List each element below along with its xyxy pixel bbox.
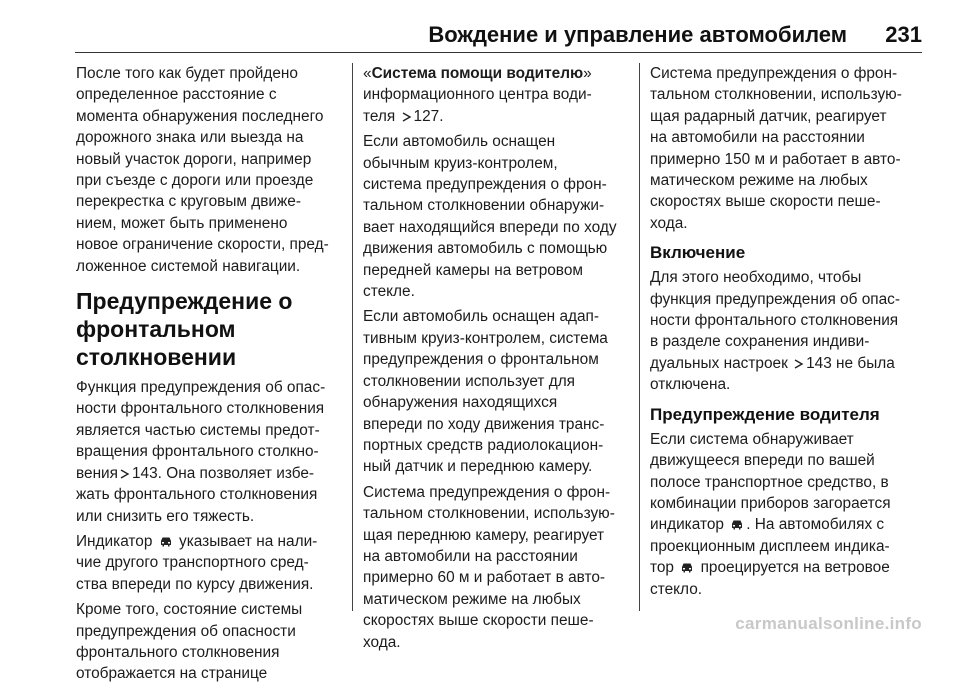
text-line: Кроме того, состояние системы [76, 601, 303, 619]
text-line: дорожного знака или выезда на [76, 129, 304, 147]
text-line: на автомобили на расстоянии [650, 129, 865, 147]
paragraph [650, 429, 915, 600]
text-line: система предупреждения о фрон- [363, 176, 607, 194]
text-line: ности фронтального столкновения [76, 400, 325, 418]
text-line: перекрестка с круговым движе- [76, 193, 301, 211]
text-line: обычным круиз-контролем, [363, 154, 558, 172]
column-divider [639, 63, 640, 611]
text-line: момента обнаружения последнего [76, 107, 324, 125]
text-line: вения 143. Она позволяет избе- [76, 464, 315, 482]
text-line: щая переднюю камеру, реагирует [363, 526, 605, 544]
text-line: Функция предупреждения об опас- [76, 379, 326, 397]
text-line: вает находящийся впереди по ходу [363, 218, 617, 236]
text-line: После того как будет пройдено [76, 65, 298, 82]
heading-line: фронтальном [76, 316, 236, 343]
text-line: отображается на странице [76, 665, 268, 683]
text-line: информационного центра води- [363, 86, 592, 104]
text-line: «Система помощи водителю» [363, 65, 592, 82]
text-line: матическом режиме на любых [363, 590, 581, 608]
text-line: обнаружения находящихся [363, 394, 558, 412]
text-line: в разделе сохранения индиви- [650, 333, 870, 351]
paragraph [650, 63, 915, 234]
paragraph [76, 377, 341, 527]
header-rule [75, 52, 922, 53]
subsection-heading: Предупреждение водителя [650, 404, 880, 424]
text-line: Если автомобиль оснащен адап- [363, 308, 599, 326]
text-line: индикатор . На автомобилях с [650, 516, 885, 534]
text-line: движущееся впереди по вашей [650, 452, 875, 470]
text-line: теля 127. [363, 107, 444, 125]
text-line: ложенное системой навигации. [76, 257, 301, 275]
front-car-indicator-icon [159, 536, 173, 547]
text-line: тор проецируется на ветровое [650, 559, 890, 577]
section-heading [76, 287, 341, 371]
watermark: carmanualsonline.info [735, 614, 922, 633]
paragraph [363, 131, 628, 302]
page-reference-link[interactable]: 143 не была [806, 354, 895, 372]
menu-name: Система помощи водителю [371, 65, 584, 82]
subsection-heading: Включение [650, 243, 746, 263]
text-line: Система предупреждения о фрон- [650, 65, 898, 82]
text-line: движения автомобиль с помощью [363, 240, 608, 258]
front-car-indicator-icon [730, 519, 744, 530]
text-line: при съезде с дороги или проезде [76, 172, 314, 190]
text-line: предупреждения о фронтальном [363, 351, 599, 369]
paragraph [363, 63, 628, 127]
text-line: является частью системы предот- [76, 421, 320, 439]
paragraph [363, 306, 628, 477]
text-line: щая радарный датчик, реагирует [650, 107, 887, 125]
text-line: Если автомобиль оснащен [363, 133, 556, 151]
text-line: скоростях выше скорости пеше- [650, 193, 881, 211]
page-reference-link[interactable]: 127. [413, 107, 444, 125]
reference-arrow-icon[interactable] [402, 112, 412, 122]
text-line: отключена. [650, 376, 731, 394]
text-line: предупреждения об опасности [76, 622, 296, 640]
text-line: передней камеры на ветровом [363, 261, 583, 279]
text-line: ности фронтального столкновения [650, 312, 899, 330]
text-line: столкновении использует для [363, 372, 576, 390]
text-line: вращения фронтального столкно- [76, 443, 319, 461]
paragraph [76, 63, 341, 277]
text-line: примерно 150 м и работает в авто- [650, 150, 901, 168]
text-line: или снизить его тяжесть. [76, 507, 255, 525]
column-3 [650, 63, 915, 604]
text-line: нием, может быть применено [76, 214, 288, 232]
text-line: комбинации приборов загорается [650, 494, 891, 512]
text-line: ный датчик и переднюю камеру. [363, 458, 593, 476]
text-line: стекло. [650, 580, 703, 598]
column-1 [76, 63, 341, 689]
text-line: Если система обнаруживает [650, 430, 854, 448]
paragraph [363, 482, 628, 653]
page-reference-link[interactable]: 143. Она позволяет избе- [132, 464, 315, 482]
text-line: фронтального столкновения [76, 643, 280, 661]
page-number: 231 [885, 22, 922, 47]
page-header [0, 0, 960, 52]
text-line: ства впереди по курсу движения. [76, 575, 314, 593]
text-line: на автомобили на расстоянии [363, 547, 578, 565]
column-2 [363, 63, 628, 657]
text-line: Индикатор указывает на нали- [76, 532, 318, 550]
reference-arrow-icon[interactable] [794, 359, 804, 369]
text-line: скоростях выше скорости пеше- [363, 612, 594, 630]
paragraph [650, 267, 915, 395]
paragraph [76, 531, 341, 595]
text-line: матическом режиме на любых [650, 172, 868, 190]
text-line: Система предупреждения о фрон- [363, 483, 611, 501]
text-line: новое ограничение скорости, пред- [76, 236, 329, 254]
text-line: портных средств радиолокацион- [363, 436, 604, 454]
text-line: тальном столкновении, использую- [650, 86, 902, 104]
chapter-title: Вождение и управление автомобилем [428, 22, 847, 47]
text-line: стекле. [363, 283, 415, 301]
text-line: впереди по ходу движения транс- [363, 415, 605, 433]
text-line: дуальных настроек 143 не была [650, 354, 895, 372]
text-line: чие другого транспортного сред- [76, 554, 309, 572]
text-line: проекционным дисплеем индика- [650, 537, 890, 555]
text-line: жать фронтального столкновения [76, 486, 318, 504]
text-line: новый участок дороги, например [76, 150, 312, 168]
text-line: определенное расстояние с [76, 86, 277, 104]
heading-line: столкновении [76, 344, 237, 371]
text-line: хода. [650, 214, 688, 232]
heading-line: Предупреждение о [76, 288, 293, 315]
text-line: Для этого необходимо, чтобы [650, 269, 862, 287]
reference-arrow-icon[interactable] [120, 469, 130, 479]
front-car-indicator-icon [680, 562, 694, 573]
text-line: примерно 60 м и работает в авто- [363, 569, 606, 587]
text-line: функция предупреждения об опас- [650, 290, 900, 308]
text-line: тивным круиз-контролем, система [363, 329, 608, 347]
text-line: хода. [363, 633, 401, 651]
column-divider [352, 63, 353, 611]
text-line: тальном столкновении обнаружи- [363, 197, 605, 215]
text-line: тальном столкновении, использую- [363, 505, 615, 523]
text-line: полосе транспортное средство, в [650, 473, 889, 491]
